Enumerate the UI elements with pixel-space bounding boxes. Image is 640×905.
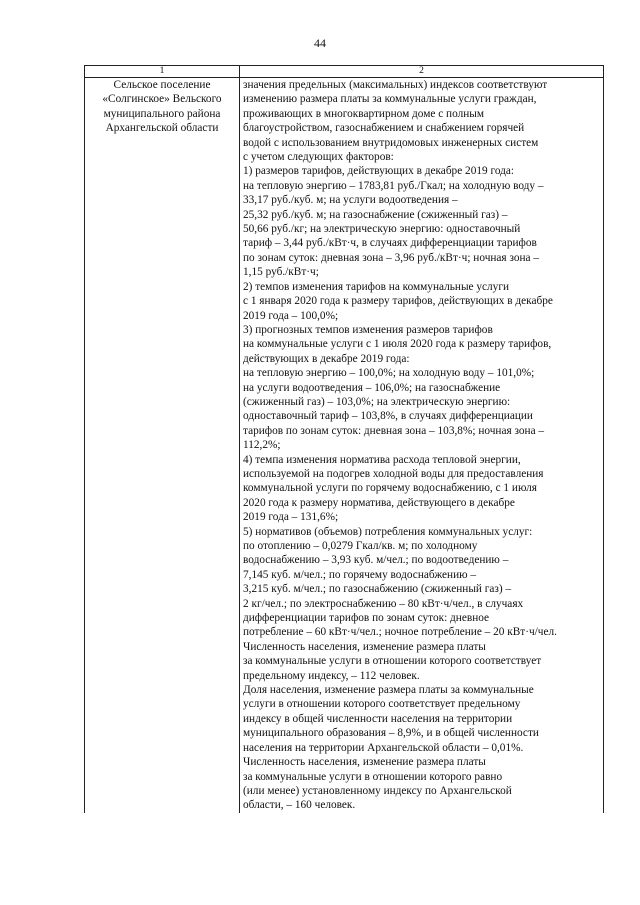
text-line: по зонам суток: дневная зона – 3,96 руб./кВт·ч; ночная зона – [243,251,540,264]
text-line: муниципального образования – 8,9%, и в общей численности [243,727,539,740]
text-line: на тепловую энергию – 1783,81 руб./Гкал; на холодную воду – [243,179,544,192]
text-line: водой с использованием внутридомовых инженерных систем [243,136,539,149]
text-line: одноставочный тариф – 103,8%, в случаях дифференциации [243,410,533,423]
text-line: области, – 160 человек. [243,799,356,812]
text-line: благоустройством, газоснабжением и снабжением горячей [243,122,525,135]
text-line: изменению размера платы за коммунальные услуги граждан, [243,93,537,106]
text-line: 50,66 руб./кг; на электрическую энергию: одноставочный [243,223,521,236]
text-line: за коммунальные услуги в отношении которого равно [243,770,503,783]
text-line: проживающих в многоквартирном доме с полным [243,107,485,120]
text-line: (сжиженный газ) – 103,0%; на электрическую энергию: [243,395,511,408]
text-line: значения предельных (максимальных) индексов соответствуют [243,79,548,91]
municipality-name-line: Архангельской области [105,122,219,135]
page-number: 44 [314,36,326,50]
text-line: 2020 года к размеру норматива, действующего в декабре [243,496,515,509]
text-line: 25,32 руб./куб. м; на газоснабжение (сжиженный газ) – [243,208,508,221]
text-line: 1) размеров тарифов, действующих в декабре 2019 года: [243,165,515,178]
table-header-row [85,66,604,78]
table-row [85,78,604,813]
text-line: на услуги водоотведения – 106,0%; на газоснабжение [243,381,501,394]
text-line: с учетом следующих факторов: [243,151,394,164]
tariff-table [84,65,604,813]
text-line: предельному индексу, – 112 человек. [243,669,420,682]
text-line: 3,215 куб. м/чел.; по газоснабжению (сжиженный газ) – [243,583,512,596]
text-line: 2 кг/чел.; по электроснабжению – 80 кВт·ч/чел., в случаях [243,597,524,610]
municipality-name-line: Сельское поселение [113,79,211,91]
text-line: по отоплению – 0,0279 Гкал/кв. м; по холодному [243,540,478,552]
text-line: водоснабжению – 3,93 куб. м/чел.; по водоотведению – [243,554,509,567]
text-line: Доля населения, изменение размера платы за коммунальные [243,684,534,697]
text-line: Численность населения, изменение размера платы [243,640,486,653]
municipality-name-line: «Солгинское» Вельского [102,93,222,106]
text-line: используемой на подогрев холодной воды для предоставления [243,467,544,480]
text-line: 5) нормативов (объемов) потребления коммунальных услуг: [243,525,533,538]
column-header-1: 1 [85,66,240,78]
text-line: 2019 года – 131,6%; [243,511,339,524]
text-line: 2019 года – 100,0%; [243,309,339,322]
municipality-name-line: муниципального района [103,107,221,120]
text-line: 4) темпа изменения норматива расхода тепловой энергии, [243,453,521,466]
text-line: (или менее) установленному индексу по Архангельской [243,784,512,797]
text-line: дифференциации тарифов по зонам суток: дневное [243,612,490,625]
text-line: населения на территории Архангельской области – 0,01%. [243,741,524,754]
text-line: на тепловую энергию – 100,0%; на холодную воду – 101,0%; [243,367,535,380]
text-line: коммунальной услуги по горячему водоснабжению, с 1 июля [243,482,537,495]
text-line: 112,2%; [243,439,281,452]
column-header-2: 2 [240,66,604,78]
text-line: индексу в общей численности населения на территории [243,712,513,725]
text-line: тарифов по зонам суток: дневная зона – 103,8%; ночная зона – [243,424,545,437]
text-line: 33,17 руб./куб. м; на услуги водоотведения – [243,194,458,207]
text-line: 3) прогнозных темпов изменения размеров тарифов [243,323,493,336]
text-line: действующих в декабре 2019 года: [243,352,410,365]
text-line: потребление – 60 кВт·ч/чел.; ночное потребление – 20 кВт·ч/чел. [243,626,557,639]
text-line: 1,15 руб./кВт·ч; [243,266,319,279]
description-cell [240,78,604,813]
text-line: тариф – 3,44 руб./кВт·ч, в случаях дифференциации тарифов [243,237,537,250]
text-line: с 1 января 2020 года к размеру тарифов, действующих в декабре [243,295,553,308]
text-line: 2) темпов изменения тарифов на коммунальные услуги [243,280,510,293]
text-line: на коммунальные услуги с 1 июля 2020 года к размеру тарифов, [243,338,552,351]
text-line: Численность населения, изменение размера платы [243,756,486,769]
text-line: услуги в отношении которого соответствует предельному [243,698,521,711]
text-line: за коммунальные услуги в отношении которого соответствует [243,655,542,668]
text-line: 7,145 куб. м/чел.; по горячему водоснабжению – [243,568,477,581]
municipality-cell [85,78,240,813]
